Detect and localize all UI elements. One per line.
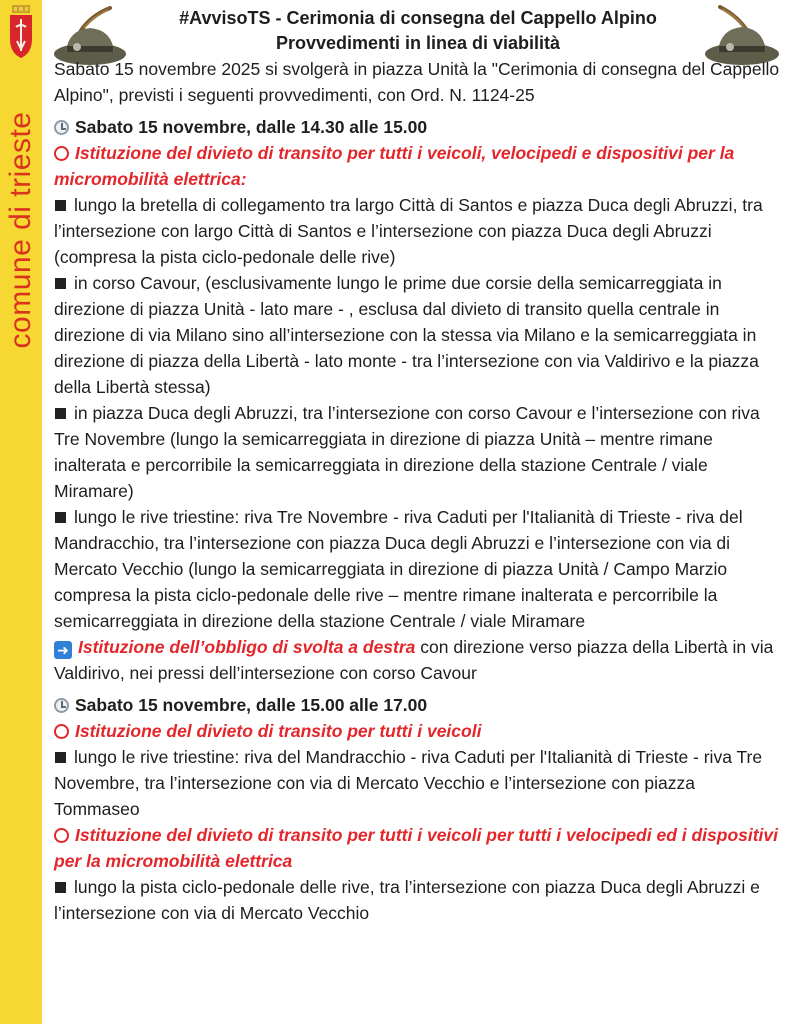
title-line-1: #AvvisoTS - Cerimonia di consegna del Cappello Alpino	[179, 8, 657, 28]
list-item-text: in piazza Duca degli Abruzzi, tra l’intersezione con corso Cavour e l’intersezione con riva Tre Novembre (lungo la semicarreggiata in direzione di piazza Unità – mentre rimane inalterata e percorribile la semicarreggiata in direzione della stazione Centrale / viale Miramare)	[54, 403, 760, 501]
list-item	[54, 744, 782, 822]
section1-time: Sabato 15 novembre, dalle 14.30 alle 15.00	[75, 117, 428, 137]
comune-di-trieste-label: comune di trieste	[4, 111, 37, 349]
list-item	[54, 504, 782, 634]
section1-prohibition	[54, 140, 782, 192]
sidebar	[0, 0, 42, 1024]
red-circle-icon	[54, 146, 69, 161]
section2-prohibition-2	[54, 822, 782, 874]
title-line-2: Provvedimenti in linea di viabilità	[275, 33, 561, 53]
square-bullet-icon	[55, 882, 66, 893]
list-item-text: lungo le rive triestine: riva Tre Novembre - riva Caduti per l'Italianità di Trieste - riva del Mandracchio, tra l’intersezione con piazza Duca degli Abruzzi e l’intersezione con via di Mercato Vecchio (lungo la semicarreggiata in direzione di piazza Unità / Campo Marzio compresa la pista ciclo-pedonale delle rive – mentre rimane inalterata e percorribile la semicarreggiata in direzione della stazione Centrale / viale Miramare	[54, 507, 743, 631]
square-bullet-icon	[55, 752, 66, 763]
list-item-text: lungo la pista ciclo-pedonale delle rive, tra l’intersezione con piazza Duca degli Abruzzi e l’intersezione con via di Mercato Vecchio	[54, 877, 760, 923]
section2-time: Sabato 15 novembre, dalle 15.00 alle 17.00	[75, 695, 428, 715]
turn-obligation-text: con direzione verso piazza della Libertà in via Valdirivo, nei pressi dell’intersezione con corso Cavour	[54, 637, 774, 683]
page-title	[132, 0, 704, 56]
section1-time-heading	[54, 114, 782, 140]
list-item-text: lungo le rive triestine: riva del Mandracchio - riva Caduti per l'Italianità di Trieste - riva Tre Novembre, tra l’intersezione con via di Mercato Vecchio e l’intersezione con piazza Tommaseo	[54, 747, 763, 819]
intro-text: Sabato 15 novembre 2025 si svolgerà in piazza Unità la "Cerimonia di consegna del Cappello Alpino", previsti i seguenti provvedimenti, con Ord. N. 1124-25	[54, 59, 780, 105]
red-circle-icon	[54, 724, 69, 739]
right-arrow-icon: ➜	[54, 641, 72, 659]
list-item	[54, 192, 782, 270]
list-item-text: lungo la bretella di collegamento tra largo Città di Santos e piazza Duca degli Abruzzi, tra l’intersezione con largo Città di Santos e l’intersezione con piazza Duca degli Abruzzi (compresa la pista ciclo-pedonale delle rive)	[54, 195, 763, 267]
clock-icon	[54, 120, 69, 135]
square-bullet-icon	[55, 408, 66, 419]
turn-obligation-heading: Istituzione dell’obbligo di svolta a destra	[78, 637, 416, 657]
square-bullet-icon	[55, 512, 66, 523]
list-item	[54, 400, 782, 504]
notice-content	[54, 0, 782, 926]
list-item	[54, 874, 782, 926]
turn-obligation	[54, 634, 782, 686]
list-item	[54, 270, 782, 400]
clock-icon	[54, 698, 69, 713]
square-bullet-icon	[55, 200, 66, 211]
section2-prohibition-1	[54, 718, 782, 744]
section2-prohibition-1-text: Istituzione del divieto di transito per tutti i veicoli	[75, 721, 482, 741]
red-circle-icon	[54, 828, 69, 843]
section2-time-heading	[54, 692, 782, 718]
section2-prohibition-2-text: Istituzione del divieto di transito per tutti i veicoli per tutti i velocipedi ed i dispositivi per la micromobilità elettrica	[54, 825, 779, 871]
list-item-text: in corso Cavour, (esclusivamente lungo le prime due corsie della semicarreggiata in direzione di piazza Unità - lato mare - , esclusa dal divieto di transito quella centrale in direzione di via Milano sino all’intersezione con la stessa via Milano e la semicarreggiata in direzione di piazza della Libertà - lato monte - tra l’intersezione con via Valdirivo e la piazza della Libertà stessa)	[54, 273, 759, 397]
trieste-crest-icon	[8, 5, 34, 59]
section1-prohibition-text: Istituzione del divieto di transito per tutti i veicoli, velocipedi e dispositivi per la micromobilità elettrica:	[54, 143, 735, 189]
square-bullet-icon	[55, 278, 66, 289]
